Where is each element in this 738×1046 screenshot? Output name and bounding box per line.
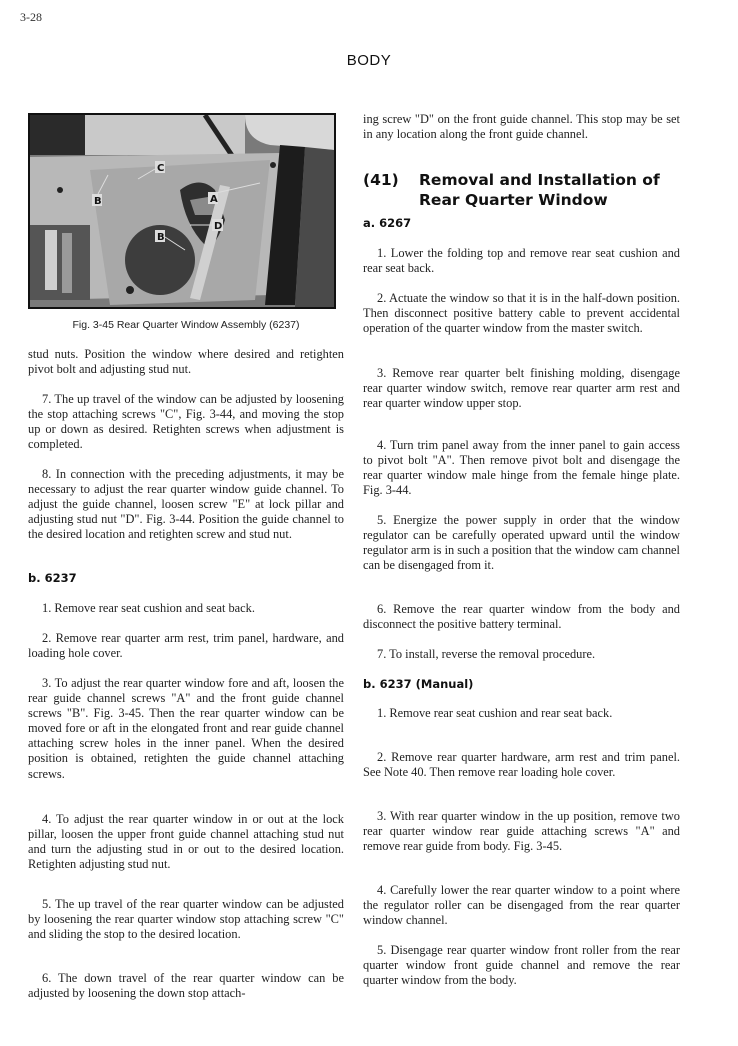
b-step-4: 4. To adjust the rear quarter window in or out at the lock pillar, loosen the upper front guide channel attaching stud nut and turn the adjusting stud in or out to the desired location. Retighten adjusting stud nut.	[28, 812, 344, 872]
callout-d: D	[214, 221, 223, 232]
running-head: BODY	[346, 52, 392, 69]
callout-a: A	[210, 194, 218, 205]
a-step-7: 7. To install, reverse the removal procedure.	[377, 647, 596, 661]
photo-illustration	[30, 115, 334, 307]
b-step-1: 1. Remove rear seat cushion and seat back.	[42, 601, 255, 615]
a-step-6: 6. Remove the rear quarter window from the body and disconnect the positive battery terminal.	[363, 602, 680, 632]
a-step-1: 1. Lower the folding top and remove rear seat cushion and rear seat back.	[363, 246, 680, 276]
callout-c: C	[157, 163, 165, 174]
a-step-4: 4. Turn trim panel away from the inner panel to gain access to pivot bolt "A". Then remove pivot bolt and disengage the rear quarter window male hinge from the female hinge plate. Fig. 3-44.	[363, 438, 680, 498]
b-step-3: 3. To adjust the rear quarter window fore and aft, loosen the rear guide channel screws "A" and the front guide channel screws "B". Fig. 3-45. Then the rear quarter window can be moved fore or aft in the elongated front and rear guide channel attaching screw holes in the inner panel. When the desired position is obtained, retighten the guide channel attaching screws.	[28, 676, 344, 781]
continued-paragraph: stud nuts. Position the window where desired and retighten pivot bolt and adjusting stud nut.	[28, 347, 344, 377]
a-step-5: 5. Energize the power supply in order that the window regulator can be carefully operated upward until the window regulator arm is in such a position that the window cam channel can be disengaged from it.	[363, 513, 680, 573]
bm-step-4: 4. Carefully lower the rear quarter window to a point where the regulator roller can be disengaged from the rear quarter window channel.	[363, 883, 680, 928]
subsection-heading-a-6267: a. 6267	[363, 216, 412, 230]
callout-b-lower: B	[157, 232, 165, 243]
bm-step-3: 3. With rear quarter window in the up position, remove two rear quarter window rear guide attaching screws "A" and remove rear guide from body. Fig. 3-45.	[363, 809, 680, 854]
bm-step-2: 2. Remove rear quarter hardware, arm rest and trim panel. See Note 40. Then remove rear loading hole cover.	[363, 750, 680, 780]
step-7: 7. The up travel of the window can be adjusted by loosening the stop attaching screws "C", Fig. 3-44, and moving the stop up or down as desired. Retighten screws when adjustment is completed.	[28, 392, 344, 452]
bm-step-1: 1. Remove rear seat cushion and rear seat back.	[377, 706, 613, 720]
b-step-6: 6. The down travel of the rear quarter window can be adjusted by loosening the down stop attach-	[28, 971, 344, 1001]
bm-step-5: 5. Disengage rear quarter window front roller from the rear quarter window front guide channel and remove the rear quarter window from the body.	[363, 943, 680, 988]
figure-rear-quarter-window-assembly	[28, 113, 336, 309]
page-number: 3-28	[20, 10, 42, 24]
section-number: (41)	[363, 171, 399, 189]
b-step-2: 2. Remove rear quarter arm rest, trim panel, hardware, and loading hole cover.	[28, 631, 344, 661]
b-step-5: 5. The up travel of the rear quarter window can be adjusted by loosening the rear quarter window stop attaching screw "C" and sliding the stop to the desired location.	[28, 897, 344, 942]
subsection-heading-b-6237-manual: b. 6237 (Manual)	[363, 677, 474, 691]
subsection-heading-b-6237: b. 6237	[28, 571, 77, 585]
figure-caption: Fig. 3-45 Rear Quarter Window Assembly (6237)	[72, 319, 300, 331]
a-step-2: 2. Actuate the window so that it is in the half-down position. Then disconnect positive battery cable to prevent accidental operation of the quarter window from the master switch.	[363, 291, 680, 336]
a-step-3: 3. Remove rear quarter belt finishing molding, disengage rear quarter window switch, remove rear quarter arm rest and rear quarter window upper stop.	[363, 366, 680, 411]
step-8: 8. In connection with the preceding adjustments, it may be necessary to adjust the rear quarter window guide channel. To adjust the guide channel, loosen screw "E" at lock pillar and adjusting stud nut "D". Fig. 3-44. Position the guide channel to the desired location and retighten screw and stud nut.	[28, 467, 344, 542]
section-title: Removal and Installation of Rear Quarter Window	[419, 171, 660, 209]
continued-paragraph-right: ing screw "D" on the front guide channel. This stop may be set in any location along the front guide channel.	[363, 112, 680, 142]
callout-b-upper: B	[94, 196, 102, 207]
